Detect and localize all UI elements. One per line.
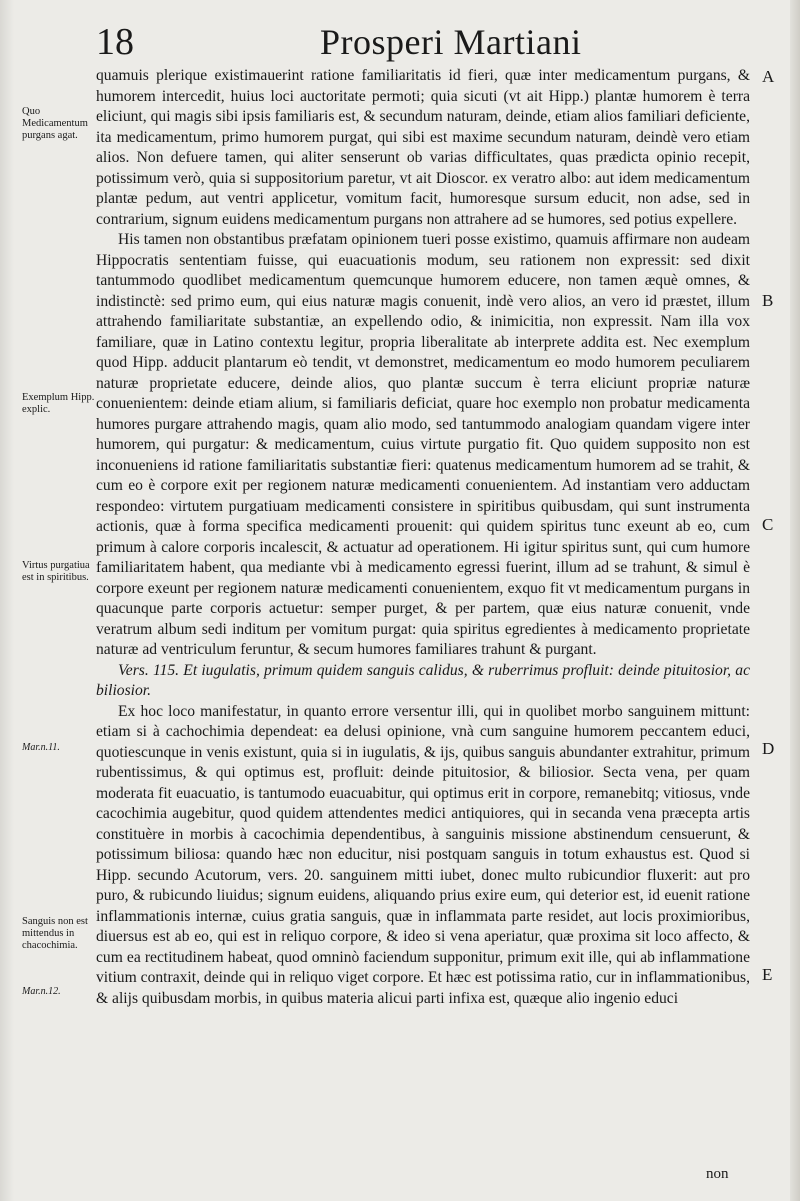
margin-note: Virtus purgatiua est in spiritibus. [22, 560, 90, 583]
verse-label: Vers. 115. [118, 661, 180, 679]
margin-note: Exemplum Hipp. explic. [22, 392, 95, 415]
section-letter: E [762, 965, 773, 984]
main-text [96, 66, 750, 1009]
page-number: 18 [96, 21, 134, 63]
section-letter: C [762, 515, 774, 534]
verse-text: Et iugulatis, primum quidem sanguis calidus, & ruberrimus profluit: deinde pituitosior, ac biliosior. [96, 661, 750, 699]
page-gutter-shade [0, 0, 14, 1201]
paragraph: Ex hoc loco manifestatur, in quanto errore versentur illi, qui in quolibet morbo sanguinem mittunt: etiam si à cachochimia dependeat: ea delusi opinione, vnà cum sanguine humorem peccantem educi, quotiescunque in venis existunt, quia si in iugulatis, & ijs, quibus sanguis abundanter extrahitur, primum rubentissimus, & qui optimus est, profluit: deinde pituitosior, & biliosior. Secta vena, per quam moderata fit euacuatio, is tantumodo euacuabitur, qui optimus erit in corpore, remanebitq; vitiosus, vnde cacochimia augebitur, quod quidem attendentes medici antiquiores, qui in secanda vena præcepta artis constituère in morbis à cacochimia dependentibus, à sanguinis missione abstinendum censuerunt, & potissimum biliosa: quando hæc non educitur, nisi postquam sanguis in totum exhaustus est. Quod si Hipp. secundo Acutorum, vers. 20. sanguinem mitti iubet, donec multo rubicundior fluxerit: aut pro puro, & rubicundo liuidus; signum euidens, aliquando prius exire eum, qui deterior est, id euenit ratione inflammationis internæ, cuius gratia sanguis, quæ in inflammata parte residet, aut locis proximioribus, diuersus est ab eo, qui est in reliquo corpore, & ideo si vena aperiatur, quæ proxima sit loco affecto, & cum ea rectitudinem habeat, quod omninò faciendum supponitur, primum exit ille, qui ab inflammatione vitium contraxit, deinde qui in reliquo viget corpore. Et hæc est potissima ratio, cur in inflammationibus, & alijs quibusdam morbis, in quibus materia alicui parti infixa est, quæque alio ingenio educi [96, 702, 750, 1007]
page-edge-shade [790, 0, 800, 1201]
section-letter: B [762, 291, 774, 310]
paragraph: quamuis plerique existimauerint ratione familiaritatis id fieri, quæ inter medicamentum purgans, & humorem intercedit, huius loci auctoritate permoti; quia sicuti (vt ait Hipp.) plantæ humorem è terra eliciunt, qui magis sibi ipsis familiaris est, & secundum naturam, deinde, etiam alios familiari deficiente, ita medicamentum, primo humorem purgat, qui sibi est maxime secundum naturam, deindè vero etiam alios. Non defuere tamen, qui aliter senserunt ob varias difficultates, quas prædicta opinio recepit, potissimum verò, quia si suppositorium paretur, vt ait Dioscor. ex veratro albo: aut idem medicamentum plantæ pedum, aut ventri applicetur, vomitum facit, humoresque sursum educit, non adse, sed in contrarium, signum euidens medicamentum purgans non attrahere ad se humores, sed potius expellere. [96, 67, 750, 228]
paragraph: His tamen non obstantibus præfatam opinionem tueri posse existimo, quamuis affirmare non audeam Hippocratis sententiam fuisse, qui euacuationis modum, seu rationem non expressit: sed dixit tantummodo quodlibet medicamentum quemcunque humorem educere, non tamen æquè omnes, & indistinctè: sed primo eum, qui eius naturæ magis conuenit, indè vero alios, an vero id præstet, illum attrahendo familiaritate substantiæ, an expellendo odio, & inimicitia, non expressit. Nam illa vox familiare, quæ in Latino contextu legitur, propria liberalitate ab interprete addita est. Nec exemplum quod Hipp. adducit plantarum eò tendit, vt demonstret, medicamentum eo modo humorem peculiarem naturæ proprietate educere, deinde alios, quo plantæ succum è terra eliciunt propriæ naturæ conuenientem: deinde etiam alium, si familiaris deficiat, quare hoc exemplo non probatur medicamenta humores purgare attrahendo magis, quam alio modo, sed tantummodo analogiam quandam vigere inter humorem, qui purgatur: & medicamentum, cuius virtute purgatio fit. Quo quidem supposito non est inconueniens id ratione familiaritatis substantiæ fieri: quatenus medicamentum humorem ad se trahit, & cum eo è corpore exit per regionem naturæ medicamenti conuenientem. Ad instantiam vero adductam respondeo: virtutem purgatiuam medicamenti consistere in spiritibus quibusdam, qui sunt instrumenta actionis, quæ à forma specifica medicamenti prouenit: qui quidem spiritus tunc exeunt ab eo, cum primum à calore corporis incalescit, & actuatur ad operationem. Hi igitur spiritus sunt, qui cum humore familiaritatem habent, qua mediante vbi à medicamento egressi fuerint, illum ad se trahunt, & simul è corpore exeunt per regionem naturæ medicamenti conuenientem, exquo fit vt medicamentum purgans in quacunque parte corporis actuetur: semper purget, & per partem, quæ eius naturæ conuenit, vnde veratrum album sedi inditum per vomitum purgat: quia spiritus egredientes à medicamento proprietate naturæ ad ventriculum feruntur, & secum humores familiares trahunt & purgant. [96, 231, 750, 658]
page-header [0, 14, 800, 64]
margin-reference: Mar.n.12. [22, 986, 61, 997]
verse-quotation [96, 661, 750, 702]
margin-reference: Mar.n.11. [22, 742, 60, 753]
section-letter: D [762, 739, 775, 758]
running-title: Prosperi Martiani [320, 22, 582, 62]
margin-note: Sanguis non est mittendus in chacochimia. [22, 916, 88, 951]
catchword: non [706, 1166, 729, 1182]
margin-note: Quo Medicamentum purgans agat. [22, 106, 88, 141]
section-letter: A [762, 67, 775, 86]
